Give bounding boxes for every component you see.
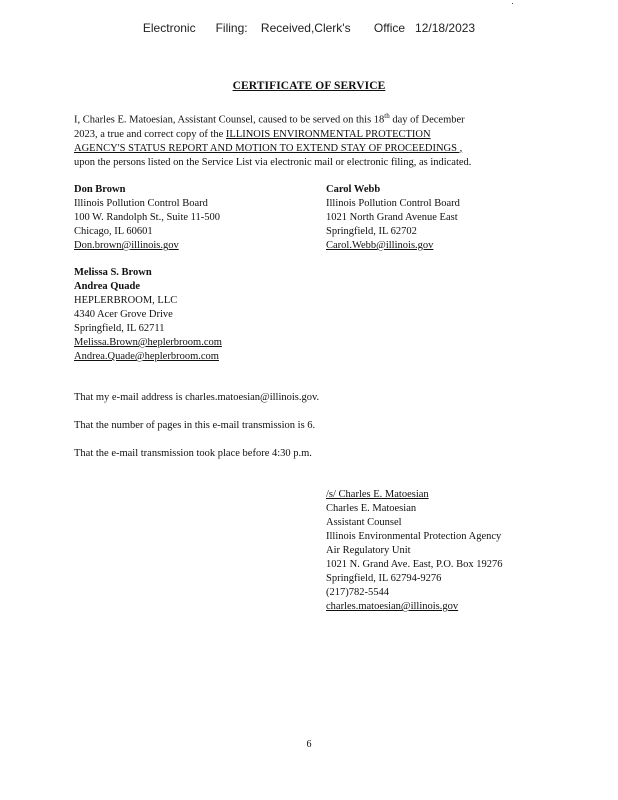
page-number: 6 <box>306 739 312 750</box>
recipient-org: HEPLERBROOM, LLC <box>74 295 178 306</box>
recipient-city: Chicago, IL 60601 <box>74 226 153 237</box>
signer-city: Springfield, IL 62794-9276 <box>326 573 442 584</box>
recipient-org: Illinois Pollution Control Board <box>326 198 460 209</box>
recipient-email-link[interactable]: Melissa.Brown@heplerbroom.com <box>74 337 222 348</box>
recipient-name: Andrea Quade <box>74 281 141 292</box>
recipient-name: Carol Webb <box>326 184 381 195</box>
recipient-city: Springfield, IL 62702 <box>326 226 417 237</box>
recipient-name: Don Brown <box>74 184 126 195</box>
signer-unit: Air Regulatory Unit <box>326 545 411 556</box>
recipient-address: 4340 Acer Grove Drive <box>74 309 173 320</box>
service-recipient-carol-webb <box>326 183 460 253</box>
ordinal-suffix: th <box>384 112 390 120</box>
motion-title-part-1: ILLINOIS ENVIRONMENTAL PROTECTION <box>225 128 431 140</box>
document-title: CERTIFICATE OF SERVICE <box>232 80 386 92</box>
signer-address: 1021 N. Grand Ave. East, P.O. Box 19276 <box>326 559 503 570</box>
signer-phone: (217)782-5544 <box>326 587 389 598</box>
statement-page-count: That the number of pages in this e-mail transmission is 6. <box>74 420 316 431</box>
filing-stamp-header: Electronic Filing: Received,Clerk's Office 12/18/2023 <box>142 21 476 35</box>
recipient-city: Springfield, IL 62711 <box>74 323 165 334</box>
statement-transmission-time: That the e-mail transmission took place before 4:30 p.m. <box>74 448 312 459</box>
signer-email-link[interactable]: charles.matoesian@illinois.gov <box>326 601 459 612</box>
signer-name: Charles E. Matoesian <box>326 503 417 514</box>
intro-line-1-end: day of December <box>389 114 465 126</box>
motion-title-part-2: AGENCY'S STATUS REPORT AND MOTION TO EXTEND STAY OF PROCEEDINGS , <box>74 142 463 154</box>
statement-email-address: That my e-mail address is charles.matoesian@illinois.gov. <box>74 392 320 403</box>
recipient-org: Illinois Pollution Control Board <box>74 198 208 209</box>
intro-line-1 <box>74 109 544 128</box>
recipient-address: 100 W. Randolph St., Suite 11-500 <box>74 212 221 223</box>
recipient-address: 1021 North Grand Avenue East <box>326 212 458 223</box>
electronic-signature: /s/ Charles E. Matoesian <box>326 489 429 500</box>
intro-line-2 <box>74 128 544 142</box>
service-recipient-don-brown <box>74 183 220 253</box>
recipient-email-link[interactable]: Andrea.Quade@heplerbroom.com <box>74 351 219 362</box>
intro-line-4: upon the persons listed on the Service List via electronic mail or electronic filing, as indicated. <box>74 156 472 168</box>
signer-title: Assistant Counsel <box>326 517 402 528</box>
recipient-name: Melissa S. Brown <box>74 267 152 278</box>
scan-speck <box>512 3 513 4</box>
intro-line-2-text: 2023, a true and correct copy of the <box>74 128 226 140</box>
recipient-email-link[interactable]: Don.brown@illinois.gov <box>74 240 179 251</box>
intro-line-1-text: I, Charles E. Matoesian, Assistant Counsel, caused to be served on this 18 <box>74 114 385 126</box>
intro-paragraph <box>74 109 544 170</box>
signature-block <box>326 488 503 614</box>
service-recipient-heplerbroom <box>74 266 222 364</box>
recipient-email-link[interactable]: Carol.Webb@illinois.gov <box>326 240 434 251</box>
signer-agency: Illinois Environmental Protection Agency <box>326 531 502 542</box>
